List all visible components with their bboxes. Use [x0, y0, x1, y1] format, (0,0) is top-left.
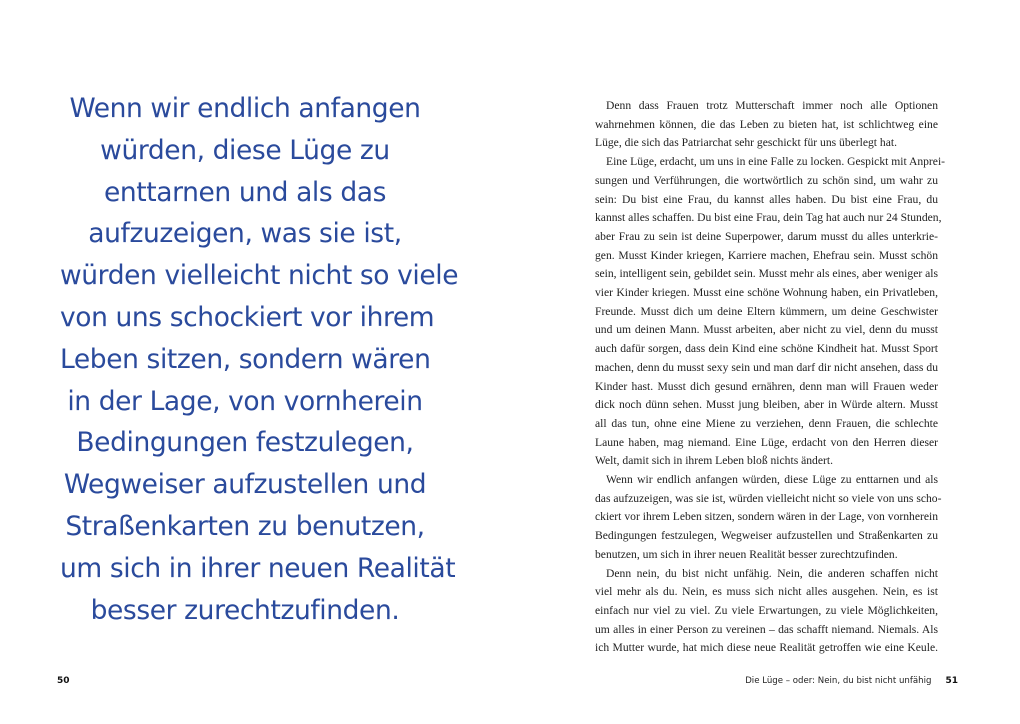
pull-quote-line: in der Lage, von vornherein [67, 385, 423, 417]
pull-quote-line: Straßenkarten zu benutzen, [65, 510, 425, 542]
pull-quote-line: aufzuzeigen, was sie ist, [88, 218, 402, 250]
text-line: Denn nein, du bist nicht unfähig. Nein, die anderen schaffen nicht [606, 566, 938, 580]
text-line: vier Kinder kriegen. Musst eine schöne Wohnung haben, ein Privatleben, [595, 286, 938, 300]
text-line: um alles in einer Person zu vereinen – das schafft niemand. Niemals. Als [595, 622, 938, 636]
text-line: Lüge, die sich das Patriarchat sehr geschickt für uns überlegt hat. [595, 136, 897, 150]
pull-quote [60, 88, 459, 631]
pull-quote-line: würden, diese Lüge zu [100, 134, 390, 166]
text-line: machen, denn du musst sexy sein und man darf dir nicht ansehen, dass du [595, 360, 938, 374]
text-line: Freunde. Musst dich um deine Eltern kümmern, um deine Geschwister [595, 304, 938, 318]
pull-quote-line: Wenn wir endlich anfangen [69, 93, 421, 124]
pull-quote-line: Bedingungen festzulegen, [76, 427, 414, 459]
text-line: das aufzuzeigen, was sie ist, würden vielleicht nicht so viele von uns scho- [595, 491, 942, 505]
text-line: Welt, damit sich in ihrem Leben bloß nichts ändert. [595, 454, 833, 468]
text-line: gen. Musst Kinder kriegen, Karriere machen, Ehefrau sein. Musst schön [595, 248, 938, 262]
text-line: sein: Du bist eine Frau, du kannst alles haben. Du bist eine Frau, du [595, 192, 938, 206]
text-line: ckiert vor ihrem Leben sitzen, sondern wären in der Lage, von vornherein [595, 510, 938, 524]
text-line: ich Mutter wurde, hat mich diese neue Realität getroffen wie eine Keule. [595, 641, 938, 655]
text-line: Denn dass Frauen trotz Mutterschaft immer noch alle Optionen [606, 99, 938, 112]
text-line: sungen und Verführungen, die wortwörtlich zu schön sind, um wahr zu [595, 173, 938, 187]
text-line: benutzen, um sich in ihrer neuen Realität besser zurechtzufinden. [595, 547, 898, 561]
pull-quote-line: besser zurechtzufinden. [90, 594, 400, 626]
text-line: wahrnehmen können, die das Leben zu bieten hat, ist schlichtweg eine [595, 117, 938, 131]
text-line: und um deinen Mann. Musst arbeiten, aber nicht zu viel, denn du musst [595, 323, 938, 337]
pull-quote-line: enttarnen und als das [103, 176, 386, 208]
text-line: einfach nur viel zu viel. Zu viele Erwartungen, zu viele Möglichkeiten, [595, 603, 938, 617]
text-line: auch dafür sorgen, dass dein Kind eine schöne Kindheit hat. Musst Sport [595, 342, 938, 356]
pull-quote-line: würden vielleicht nicht so viele [60, 260, 459, 292]
pull-quote-line: um sich in ihrer neuen Realität [60, 552, 456, 584]
body-text [595, 97, 946, 658]
running-head: Die Lüge – oder: Nein, du bist nicht unfähig [745, 676, 932, 686]
left-folio [57, 676, 70, 686]
pull-quote-line: Leben sitzen, sondern wären [60, 343, 431, 375]
right-page [510, 0, 1020, 724]
text-line: kannst alles schaffen. Du bist eine Frau, dein Tag hat auch nur 24 Stunden, [595, 211, 942, 225]
text-line: aber Frau zu sein ist deine Superpower, darum musst du alles unterkrie- [595, 229, 938, 243]
page-number-right: 51 [945, 676, 958, 686]
text-line: viel mehr als du. Nein, es muss sich nicht alles ausgehen. Nein, es ist [595, 585, 938, 599]
text-line: Eine Lüge, erdacht, um uns in eine Falle zu locken. Gespickt mit Anprei- [606, 155, 946, 169]
pull-quote-line: Wegweiser aufzustellen und [63, 469, 427, 501]
text-line: Laune haben, mag niemand. Eine Lüge, erdacht von den Herren dieser [595, 435, 938, 449]
page-number-left: 50 [57, 676, 70, 686]
text-line: Wenn wir endlich anfangen würden, diese Lüge zu enttarnen und als [606, 473, 938, 487]
pull-quote-line: von uns schockiert vor ihrem [60, 301, 435, 333]
text-line: Bedingungen festzulegen, Wegweiser aufzustellen und Straßenkarten zu [595, 529, 938, 543]
text-line: Kinder hast. Musst dich gesund ernähren, denn man will Frauen weder [595, 379, 938, 393]
text-line: all das tun, ohne eine Miene zu verziehen, denn Frauen, die schlechte [595, 416, 938, 430]
right-folio [745, 676, 958, 686]
text-line: sein, intelligent sein, gebildet sein. Musst mehr als eines, aber weniger als [595, 267, 938, 281]
text-line: dick noch dünn sehen. Musst jung bleiben, aber in Würde altern. Musst [595, 398, 938, 412]
